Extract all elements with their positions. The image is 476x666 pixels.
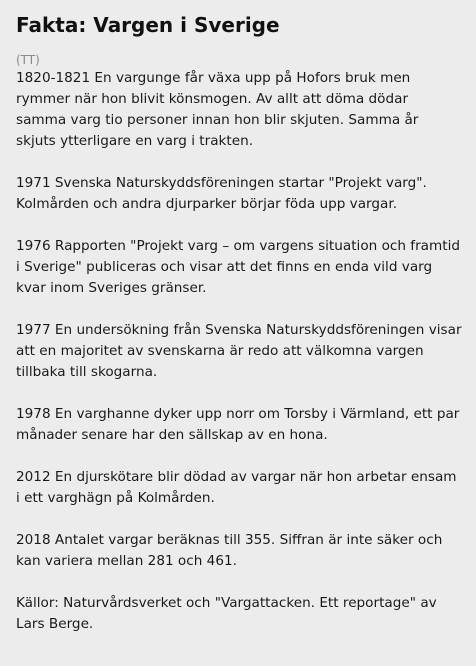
fact-paragraph-1820: 1820-1821 En vargunge får växa upp på Hofors bruk men rymmer när hon blivit könsmogen. Av allt att döma dödar samma varg tio personer innan hon blir skjuten. Samma år skjuts ytterligare en varg i trakten. [16,70,419,149]
fact-paragraph-1977: 1977 En undersökning från Svenska Naturskyddsföreningen visar att en majoritet av svenskarna är redo att välkomna vargen tillbaka till skogarna. [16,322,462,380]
sources-paragraph: Källor: Naturvårdsverket och "Vargattacken. Ett reportage" av Lars Berge. [16,595,437,632]
fact-paragraph-1978: 1978 En varghanne dyker upp norr om Torsby i Värmland, ett par månader senare har den sällskap av en hona. [16,406,460,443]
article-title: Fakta: Vargen i Sverige [16,13,280,37]
fact-paragraph-1976: 1976 Rapporten "Projekt varg – om vargens situation och framtid i Sverige" publiceras och visar att det finns en enda vild varg kvar inom Sveriges gränser. [16,238,460,296]
fact-paragraph-2012: 2012 En djurskötare blir dödad av vargar när hon arbetar ensam i ett varghägn på Kolmården. [16,469,457,506]
source-label: (TT) [16,53,40,67]
fact-paragraph-2018: 2018 Antalet vargar beräknas till 355. Siffran är inte säker och kan variera mellan 281 och 461. [16,532,443,569]
fact-paragraph-1971: 1971 Svenska Naturskyddsföreningen startar "Projekt varg". Kolmården och andra djurparker börjar föda upp vargar. [16,175,427,212]
